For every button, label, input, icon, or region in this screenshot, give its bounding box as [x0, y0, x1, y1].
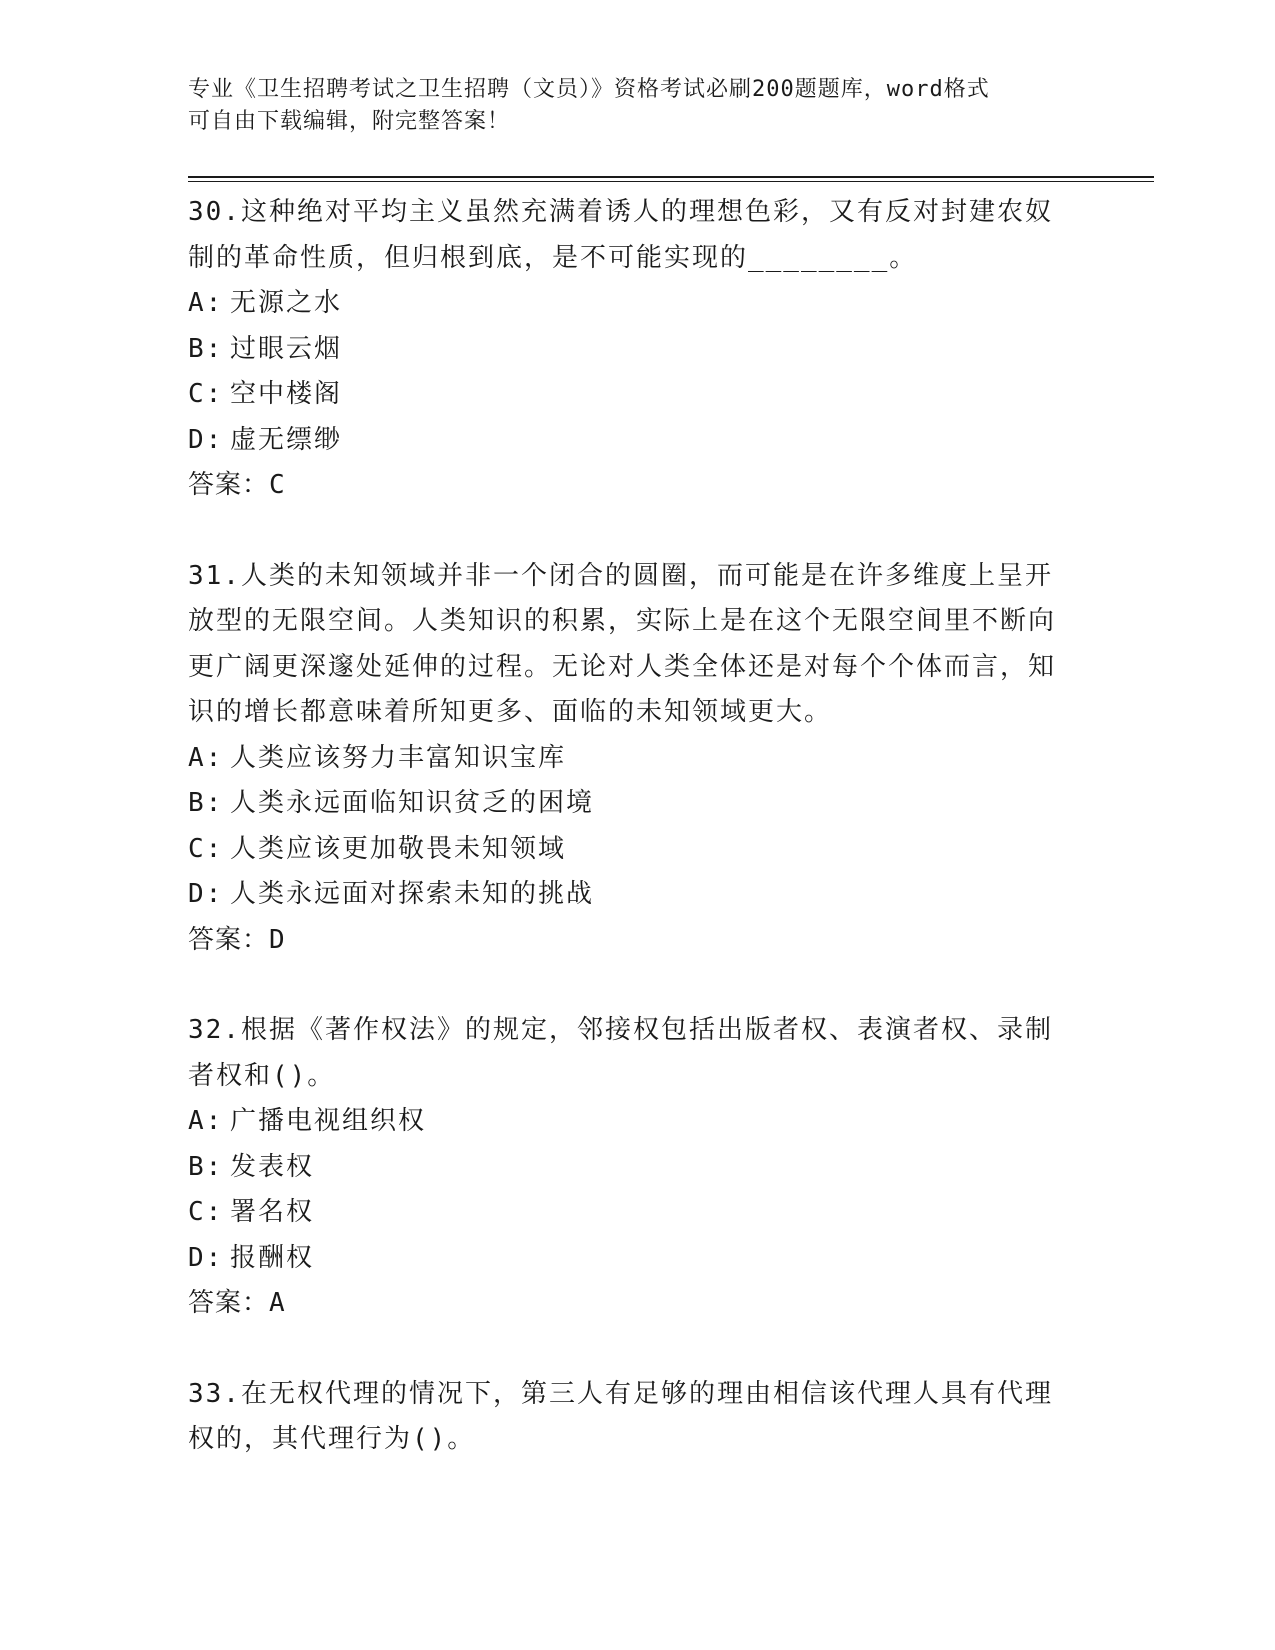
- option-text: 人类永远面临知识贫乏的困境: [230, 788, 595, 818]
- question-list: [188, 190, 1078, 1508]
- option-letter: A:: [188, 742, 224, 773]
- option-a: [188, 281, 1078, 327]
- question-item: [188, 190, 1078, 509]
- option-b: [188, 327, 1078, 373]
- option-letter: D:: [188, 424, 224, 455]
- answer-label: 答案：: [188, 470, 270, 500]
- header-line-2: 可自由下载编辑，附完整答案！: [188, 109, 511, 134]
- option-text: 人类应该努力丰富知识宝库: [230, 742, 567, 773]
- option-text: 署名权: [230, 1197, 315, 1227]
- option-letter: C:: [188, 833, 224, 864]
- option-b: [188, 1145, 1078, 1191]
- answer-line: [188, 463, 1078, 509]
- option-c: [188, 827, 1078, 873]
- option-text: 无源之水: [230, 288, 343, 318]
- question-item: [188, 1008, 1078, 1327]
- option-d: [188, 872, 1078, 918]
- option-text: 虚无缥缈: [230, 424, 343, 455]
- answer-value: D: [269, 924, 286, 955]
- option-text: 过眼云烟: [230, 333, 343, 364]
- answer-line: [188, 918, 1078, 964]
- option-a: [188, 1099, 1078, 1145]
- option-letter: B:: [188, 333, 224, 364]
- header-line-1: 专业《卫生招聘考试之卫生招聘（文员）》资格考试必刷200题题库，word格式: [188, 77, 990, 102]
- option-letter: B:: [188, 788, 224, 818]
- option-letter: D:: [188, 879, 224, 909]
- option-d: [188, 418, 1078, 464]
- question-text: 33.在无权代理的情况下，第三人有足够的理由相信该代理人具有代理权的，其代理行为()。: [188, 1378, 1053, 1454]
- option-d: [188, 1236, 1078, 1282]
- document-header: [188, 74, 1068, 138]
- option-letter: C:: [188, 379, 224, 409]
- option-text: 空中楼阁: [230, 379, 343, 409]
- option-letter: D:: [188, 1242, 224, 1273]
- answer-label: 答案：: [188, 924, 270, 955]
- option-text: 人类永远面对探索未知的挑战: [230, 879, 595, 909]
- option-text: 发表权: [230, 1151, 315, 1182]
- header-divider-thin: [188, 181, 1154, 182]
- option-text: 报酬权: [230, 1242, 315, 1273]
- option-letter: B:: [188, 1151, 224, 1182]
- question-item: [188, 1372, 1078, 1463]
- option-c: [188, 1190, 1078, 1236]
- option-text: 广播电视组织权: [230, 1106, 427, 1136]
- option-c: [188, 372, 1078, 418]
- option-letter: A:: [188, 288, 224, 318]
- answer-value: C: [269, 470, 286, 500]
- option-b: [188, 781, 1078, 827]
- header-divider-thick: [188, 176, 1154, 178]
- answer-label: 答案：: [188, 1288, 270, 1318]
- option-letter: A:: [188, 1106, 224, 1136]
- question-text: 31.人类的未知领域并非一个闭合的圆圈，而可能是在许多维度上呈开放型的无限空间。人类知识的积累，实际上是在这个无限空间里不断向更广阔更深邃处延伸的过程。无论对人类全体还是对每个个体而言，知识的增长都意味着所知更多、面临的未知领域更大。: [188, 560, 1057, 727]
- answer-value: A: [269, 1288, 286, 1318]
- question-text: 30.这种绝对平均主义虽然充满着诱人的理想色彩，又有反对封建农奴制的革命性质，但归根到底，是不可能实现的________。: [188, 197, 1053, 273]
- answer-line: [188, 1281, 1078, 1327]
- question-item: [188, 554, 1078, 964]
- option-letter: C:: [188, 1197, 224, 1227]
- option-text: 人类应该更加敬畏未知领域: [230, 833, 567, 864]
- question-text: 32.根据《著作权法》的规定，邻接权包括出版者权、表演者权、录制者权和()。: [188, 1015, 1053, 1091]
- option-a: [188, 736, 1078, 782]
